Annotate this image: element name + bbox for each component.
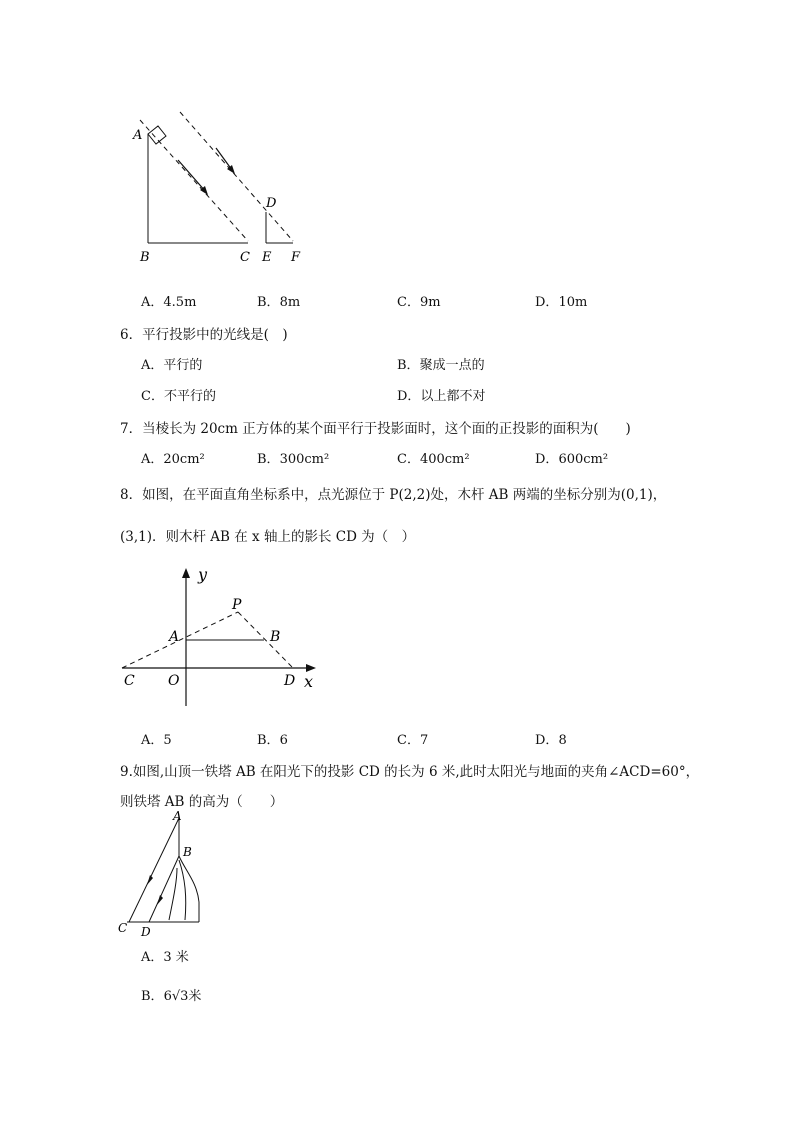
q8-option-a[interactable]: A．5 xyxy=(141,733,172,748)
q7-option-b[interactable]: B．300cm² xyxy=(257,452,330,467)
q7-option-d[interactable]: D．600cm² xyxy=(535,452,609,467)
mountain-outline xyxy=(179,856,199,922)
label-x: x xyxy=(304,672,314,691)
label-a: A xyxy=(133,128,143,143)
q7-option-a[interactable]: A．20cm² xyxy=(141,452,205,467)
ray-arrow-2 xyxy=(157,895,163,905)
q9-figure xyxy=(115,810,215,940)
q8-stem-line2: (3,1)．则木杆 AB 在 x 轴上的影长 CD 为（ ） xyxy=(120,529,416,545)
label-b: B xyxy=(183,845,192,859)
q7-option-c[interactable]: C．400cm² xyxy=(397,452,470,467)
q9-stem-line2: 则铁塔 AB 的高为（ ） xyxy=(120,794,284,810)
q6-option-c[interactable]: C．不平行的 xyxy=(141,389,216,404)
x-axis-arrow xyxy=(306,664,316,672)
y-axis-arrow xyxy=(182,568,190,578)
arrow-2 xyxy=(216,148,232,170)
label-a: A xyxy=(173,810,182,823)
q9-stem-line1: 9.如图,山顶一铁塔 AB 在阳光下的投影 CD 的长为 6 米,此时太阳光与地面的夹角∠ACD=60°， xyxy=(120,764,700,780)
q9-option-a[interactable]: A．3 米 xyxy=(141,950,189,965)
light-ray-2 xyxy=(180,112,293,241)
label-p: P xyxy=(232,597,242,613)
q9-option-b[interactable]: B．6√3米 xyxy=(141,989,202,1004)
q8-option-b[interactable]: B．6 xyxy=(257,733,288,748)
label-d: D xyxy=(266,196,277,211)
label-c: C xyxy=(124,673,135,689)
q5-option-a[interactable]: A．4.5m xyxy=(141,295,197,310)
q5-figure xyxy=(128,108,318,268)
q8-figure xyxy=(118,560,328,710)
mountain-line-1 xyxy=(179,860,186,920)
q6-option-b[interactable]: B．聚成一点的 xyxy=(397,358,485,373)
label-a: A xyxy=(169,629,180,645)
q8-option-d[interactable]: D．8 xyxy=(535,733,567,748)
label-y: y xyxy=(198,565,208,584)
ray-arrow-1 xyxy=(147,875,153,885)
q5-option-b[interactable]: B．8m xyxy=(257,295,301,310)
light-ray-1 xyxy=(140,120,248,241)
q5-option-c[interactable]: C．9m xyxy=(397,295,441,310)
q8-stem-line1: 8．如图，在平面直角坐标系中，点光源位于 P(2,2)处，木杆 AB 两端的坐标分别为(0,1)， xyxy=(120,487,667,503)
label-o: O xyxy=(168,673,180,689)
label-b: B xyxy=(140,250,150,265)
q6-option-d[interactable]: D．以上都不对 xyxy=(397,389,486,404)
label-b: B xyxy=(270,629,281,645)
q7-stem: 7．当棱长为 20cm 正方体的某个面平行于投影面时，这个面的正投影的面积为( ) xyxy=(120,421,631,437)
label-e: E xyxy=(262,250,272,265)
label-c: C xyxy=(118,921,128,935)
q6-stem: 6．平行投影中的光线是( ) xyxy=(120,327,288,343)
label-c: C xyxy=(240,250,250,265)
label-d: D xyxy=(284,673,296,689)
q5-option-d[interactable]: D．10m xyxy=(535,295,588,310)
right-angle-marker xyxy=(148,126,166,144)
q8-option-c[interactable]: C．7 xyxy=(397,733,429,748)
label-d: D xyxy=(141,925,151,939)
q6-option-a[interactable]: A．平行的 xyxy=(141,358,203,373)
arrow-1 xyxy=(178,160,206,192)
label-f: F xyxy=(291,250,301,265)
